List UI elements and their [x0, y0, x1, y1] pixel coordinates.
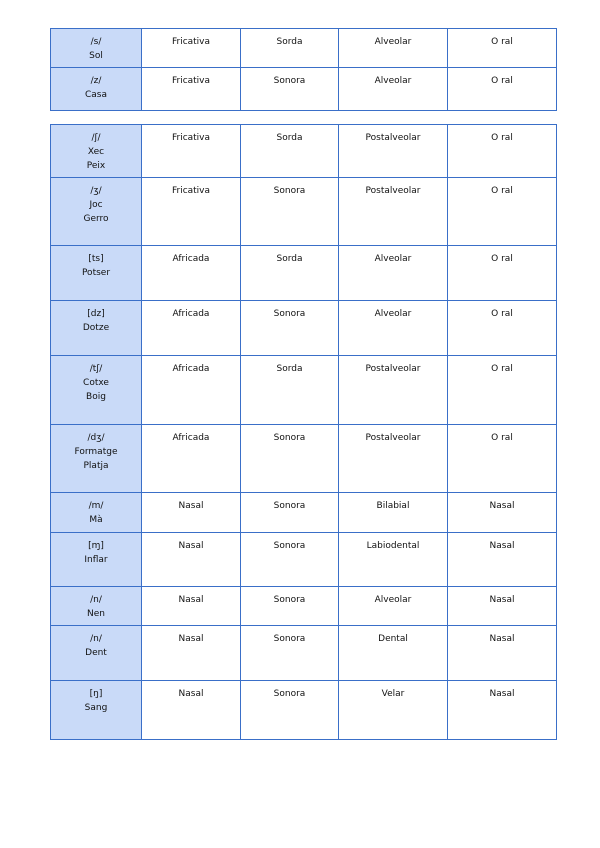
phoneme-table-2 [50, 124, 557, 740]
type-cell: O ral [448, 29, 557, 68]
type-cell: Nasal [448, 587, 557, 626]
place-cell: Dental [339, 626, 448, 681]
voicing-cell: Sonora [241, 493, 339, 533]
phoneme-cell [51, 425, 142, 493]
voicing-cell: Sorda [241, 29, 339, 68]
manner-cell: Nasal [142, 626, 241, 681]
phoneme-symbol: [ɱ] [88, 541, 104, 551]
place-cell: Postalveolar [339, 125, 448, 178]
voicing-cell: Sorda [241, 246, 339, 301]
voicing-cell: Sonora [241, 68, 339, 111]
phoneme-symbol: [ts] [88, 254, 104, 264]
phoneme-table-1 [50, 28, 557, 111]
place-cell: Alveolar [339, 29, 448, 68]
manner-cell: Africada [142, 246, 241, 301]
phoneme-cell [51, 68, 142, 111]
example-word: Inflar [84, 555, 108, 565]
phoneme-cell [51, 493, 142, 533]
example-word: Sang [84, 703, 108, 713]
example-word: Formatge [74, 447, 118, 457]
table-row [51, 626, 557, 681]
manner-cell: Africada [142, 425, 241, 493]
manner-cell: Nasal [142, 681, 241, 740]
voicing-cell: Sonora [241, 626, 339, 681]
example-word: Boig [86, 392, 106, 402]
phoneme-cell [51, 681, 142, 740]
place-cell: Postalveolar [339, 178, 448, 246]
table-row [51, 125, 557, 178]
phoneme-symbol: /ʃ/ [91, 133, 101, 143]
manner-cell: Fricativa [142, 178, 241, 246]
type-cell: Nasal [448, 626, 557, 681]
type-cell: O ral [448, 301, 557, 356]
voicing-cell: Sonora [241, 587, 339, 626]
phoneme-symbol: /ʒ/ [90, 186, 102, 196]
table-row [51, 533, 557, 587]
voicing-cell: Sorda [241, 356, 339, 425]
type-cell: Nasal [448, 493, 557, 533]
table-row [51, 68, 557, 111]
example-word: Cotxe [83, 378, 109, 388]
manner-cell: Nasal [142, 493, 241, 533]
phoneme-cell [51, 626, 142, 681]
phoneme-symbol: [dz] [87, 309, 105, 319]
phoneme-symbol: /m/ [88, 501, 104, 511]
table-row [51, 29, 557, 68]
example-word: Xec [87, 147, 105, 157]
table-row [51, 178, 557, 246]
type-cell: O ral [448, 68, 557, 111]
example-word: Potser [81, 268, 111, 278]
example-word: Peix [86, 161, 106, 171]
example-word: Dent [85, 648, 107, 658]
table-row [51, 425, 557, 493]
manner-cell: Nasal [142, 533, 241, 587]
place-cell: Alveolar [339, 587, 448, 626]
phoneme-cell [51, 301, 142, 356]
table-row [51, 681, 557, 740]
place-cell: Alveolar [339, 68, 448, 111]
phoneme-cell [51, 29, 142, 68]
place-cell: Bilabial [339, 493, 448, 533]
place-cell: Postalveolar [339, 356, 448, 425]
voicing-cell: Sonora [241, 681, 339, 740]
manner-cell: Fricativa [142, 125, 241, 178]
type-cell: O ral [448, 246, 557, 301]
voicing-cell: Sonora [241, 178, 339, 246]
place-cell: Postalveolar [339, 425, 448, 493]
phoneme-cell [51, 587, 142, 626]
phoneme-symbol: /dʒ/ [87, 433, 105, 443]
example-word: Gerro [83, 214, 109, 224]
voicing-cell: Sonora [241, 301, 339, 356]
table-row [51, 246, 557, 301]
type-cell: O ral [448, 178, 557, 246]
phoneme-cell [51, 125, 142, 178]
table-row [51, 493, 557, 533]
manner-cell: Africada [142, 301, 241, 356]
manner-cell: Africada [142, 356, 241, 425]
table-row [51, 587, 557, 626]
manner-cell: Fricativa [142, 29, 241, 68]
voicing-cell: Sonora [241, 533, 339, 587]
voicing-cell: Sonora [241, 425, 339, 493]
place-cell: Alveolar [339, 301, 448, 356]
phoneme-symbol: /n/ [90, 595, 102, 605]
example-word: Sol [89, 51, 103, 61]
phoneme-cell [51, 356, 142, 425]
example-word: Dotze [82, 323, 110, 333]
table-row [51, 356, 557, 425]
type-cell: Nasal [448, 681, 557, 740]
phoneme-symbol: [ŋ] [89, 689, 103, 699]
example-word: Nen [87, 609, 105, 619]
table-row [51, 301, 557, 356]
voicing-cell: Sorda [241, 125, 339, 178]
phoneme-cell [51, 178, 142, 246]
phoneme-cell [51, 246, 142, 301]
place-cell: Labiodental [339, 533, 448, 587]
place-cell: Alveolar [339, 246, 448, 301]
type-cell: O ral [448, 356, 557, 425]
phoneme-symbol: /n/ [90, 634, 102, 644]
type-cell: O ral [448, 125, 557, 178]
example-word: Joc [89, 200, 103, 210]
type-cell: Nasal [448, 533, 557, 587]
phoneme-symbol: /s/ [90, 37, 102, 47]
manner-cell: Fricativa [142, 68, 241, 111]
phoneme-cell [51, 533, 142, 587]
example-word: Mà [89, 515, 103, 525]
example-word: Casa [84, 90, 107, 100]
example-word: Platja [83, 461, 109, 471]
phoneme-symbol: /z/ [90, 76, 102, 86]
manner-cell: Nasal [142, 587, 241, 626]
phoneme-symbol: /tʃ/ [89, 364, 103, 374]
place-cell: Velar [339, 681, 448, 740]
type-cell: O ral [448, 425, 557, 493]
